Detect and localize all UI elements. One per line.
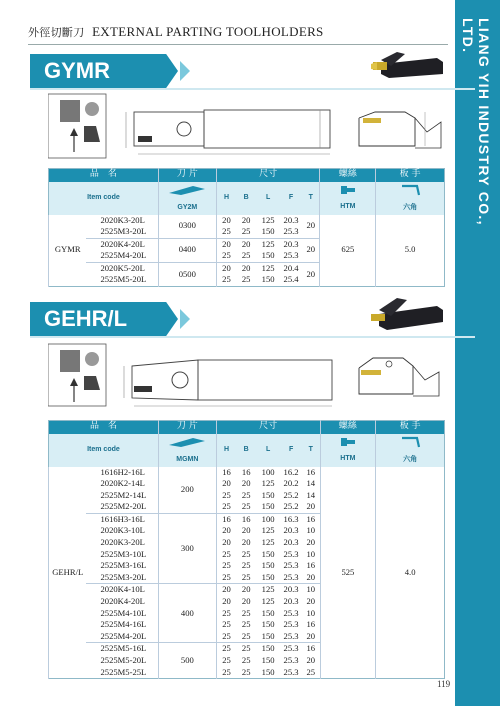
dim-b: 20	[236, 478, 256, 490]
insert-size: 400	[158, 584, 216, 643]
dim-b: 20	[236, 537, 256, 549]
dim-l: 125	[256, 537, 280, 549]
dim-l: 150	[256, 226, 280, 238]
dim-l: 150	[256, 501, 280, 513]
gehr-header-row-1	[49, 421, 445, 434]
page-header	[28, 24, 324, 40]
gehr-col-item-zh: 品 名	[49, 421, 159, 434]
dim-t: 10	[302, 584, 320, 596]
item-code: 2525M4-16L	[86, 619, 158, 631]
insert-size: 0300	[158, 215, 216, 239]
dim-h: 25	[216, 608, 236, 620]
dim-h: 20	[216, 525, 236, 537]
dim-b: 25	[236, 250, 256, 262]
dim-f: 25.3	[280, 250, 302, 262]
dim-h: 25	[216, 619, 236, 631]
item-code: 2525M5-20L	[86, 655, 158, 667]
item-code: 2525M3-20L	[86, 572, 158, 584]
gehr-header-row-2	[49, 434, 445, 467]
dim-t: 20	[302, 655, 320, 667]
dim-l: 125	[256, 478, 280, 490]
dim-t: 20	[302, 262, 320, 286]
dim-t: 14	[302, 490, 320, 502]
hex-wrench-icon	[399, 435, 421, 449]
dim-t: 20	[302, 215, 320, 239]
dim-l: 150	[256, 631, 280, 643]
dim-h: 25	[216, 490, 236, 502]
dim-t: 10	[302, 608, 320, 620]
dim-t: 20	[302, 501, 320, 513]
item-code: 2020K5-20L	[86, 262, 158, 274]
insert-size: 500	[158, 643, 216, 679]
item-code: 2020K2-14L	[86, 478, 158, 490]
dim-f: 20.4	[280, 262, 302, 274]
dim-b: 25	[236, 490, 256, 502]
dim-b: 25	[236, 631, 256, 643]
dim-t: 10	[302, 549, 320, 561]
item-code: 2525M2-20L	[86, 501, 158, 513]
gymr-screw: 625	[320, 215, 376, 287]
item-code: 2525M4-20L	[86, 631, 158, 643]
dim-l: 125	[256, 215, 280, 227]
dim-f: 20.3	[280, 238, 302, 250]
dim-b: 20	[236, 584, 256, 596]
dim-f: 25.3	[280, 643, 302, 655]
gymr-col-item-zh: 品 名	[49, 169, 159, 182]
dim-b: 25	[236, 619, 256, 631]
gymr-family: GYMR	[49, 215, 87, 287]
item-code: 2020K3-10L	[86, 525, 158, 537]
dim-l: 150	[256, 608, 280, 620]
dim-b: 25	[236, 667, 256, 679]
item-code: 2020K4-20L	[86, 596, 158, 608]
dim-b: 25	[236, 655, 256, 667]
gehr-col-b: B	[236, 434, 256, 467]
gymr-tech-drawing	[48, 92, 348, 164]
dim-f: 16.2	[280, 467, 302, 479]
dim-h: 25	[216, 549, 236, 561]
dim-f: 16.3	[280, 513, 302, 525]
dim-b: 20	[236, 596, 256, 608]
dim-b: 20	[236, 238, 256, 250]
dim-l: 150	[256, 643, 280, 655]
dim-f: 25.2	[280, 490, 302, 502]
gymr-spec-table	[48, 168, 445, 287]
dim-f: 20.3	[280, 525, 302, 537]
dim-h: 25	[216, 250, 236, 262]
gymr-col-size-zh: 尺寸	[216, 169, 320, 182]
dim-h: 25	[216, 631, 236, 643]
insert-size: 0500	[158, 262, 216, 286]
dim-h: 25	[216, 655, 236, 667]
header-zh: 外徑切斷刀	[28, 26, 85, 39]
dim-t: 16	[302, 619, 320, 631]
gymr-col-screw	[320, 182, 376, 215]
item-code: 2525M4-20L	[86, 250, 158, 262]
dim-b: 25	[236, 643, 256, 655]
dim-t: 20	[302, 596, 320, 608]
insert-size: 0400	[158, 238, 216, 262]
gymr-screw-en: HTM	[340, 202, 356, 210]
dim-b: 25	[236, 560, 256, 572]
gehr-insert-code: MGMN	[176, 455, 199, 463]
dim-t: 20	[302, 572, 320, 584]
gymr-product-photo	[367, 44, 447, 92]
gymr-col-b: B	[236, 182, 256, 215]
dim-l: 125	[256, 525, 280, 537]
dim-t: 20	[302, 238, 320, 262]
gymr-col-t: T	[302, 182, 320, 215]
dim-l: 125	[256, 238, 280, 250]
gehr-screw: 525	[320, 467, 376, 679]
dim-f: 25.3	[280, 226, 302, 238]
gehr-col-f: F	[280, 434, 302, 467]
dim-l: 150	[256, 572, 280, 584]
item-code: 2525M5-20L	[86, 274, 158, 286]
dim-f: 25.3	[280, 560, 302, 572]
item-code: 2020K4-10L	[86, 584, 158, 596]
dim-l: 150	[256, 667, 280, 679]
dim-l: 150	[256, 655, 280, 667]
dim-f: 20.2	[280, 478, 302, 490]
dim-t: 14	[302, 478, 320, 490]
dim-t: 16	[302, 560, 320, 572]
gymr-wrench-en: 六角	[403, 203, 418, 211]
gymr-col-l: L	[256, 182, 280, 215]
dim-l: 150	[256, 274, 280, 286]
gehr-wrench: 4.0	[376, 467, 445, 679]
dim-h: 25	[216, 572, 236, 584]
dim-b: 25	[236, 226, 256, 238]
page-number: 119	[437, 679, 451, 689]
item-code: 2020K4-20L	[86, 238, 158, 250]
item-code: 2020K3-20L	[86, 537, 158, 549]
dim-f: 25.3	[280, 549, 302, 561]
dim-f: 25.3	[280, 667, 302, 679]
dim-b: 25	[236, 549, 256, 561]
gymr-col-f: F	[280, 182, 302, 215]
dim-t: 16	[302, 513, 320, 525]
dim-l: 125	[256, 262, 280, 274]
gymr-col-insert-zh: 刀 片	[158, 169, 216, 182]
dim-f: 25.3	[280, 631, 302, 643]
gymr-col-wrench	[376, 182, 445, 215]
dim-t: 16	[302, 643, 320, 655]
item-code: 2525M5-16L	[86, 643, 158, 655]
gymr-col-h: H	[216, 182, 236, 215]
dim-h: 25	[216, 560, 236, 572]
dim-l: 150	[256, 549, 280, 561]
gymr-col-screw-zh: 螺絲	[320, 169, 376, 182]
dim-h: 20	[216, 238, 236, 250]
gymr-banner	[30, 54, 190, 88]
item-code: 1616H3-16L	[86, 513, 158, 525]
gehr-col-insert	[158, 434, 216, 467]
dim-h: 20	[216, 596, 236, 608]
dim-l: 125	[256, 596, 280, 608]
insert-icon	[167, 183, 207, 197]
gehr-tech-drawing	[48, 342, 348, 412]
gehr-screw-en: HTM	[340, 454, 356, 462]
dim-f: 20.3	[280, 584, 302, 596]
dim-h: 25	[216, 226, 236, 238]
gehr-col-item-en: Item code	[49, 434, 159, 467]
dim-l: 125	[256, 584, 280, 596]
dim-h: 20	[216, 262, 236, 274]
dim-l: 150	[256, 490, 280, 502]
dim-h: 20	[216, 584, 236, 596]
table-row	[49, 467, 445, 479]
dim-b: 16	[236, 513, 256, 525]
dim-h: 20	[216, 215, 236, 227]
dim-f: 20.3	[280, 215, 302, 227]
dim-f: 25.3	[280, 608, 302, 620]
gymr-col-wrench-zh: 板 手	[376, 169, 445, 182]
gehr-family: GEHR/L	[49, 467, 87, 679]
item-code: 2525M3-10L	[86, 549, 158, 561]
dim-b: 20	[236, 215, 256, 227]
gehr-col-wrench-zh: 板 手	[376, 421, 445, 434]
gymr-header-row-2	[49, 182, 445, 215]
dim-h: 25	[216, 667, 236, 679]
gehr-col-h: H	[216, 434, 236, 467]
dim-t: 10	[302, 525, 320, 537]
insert-size: 200	[158, 467, 216, 514]
dim-f: 25.3	[280, 572, 302, 584]
dim-h: 20	[216, 478, 236, 490]
dim-b: 25	[236, 274, 256, 286]
insert-icon	[167, 435, 207, 449]
dim-f: 20.3	[280, 596, 302, 608]
table-row	[49, 215, 445, 227]
dim-l: 100	[256, 513, 280, 525]
dim-l: 150	[256, 560, 280, 572]
dim-h: 20	[216, 537, 236, 549]
gymr-insert-code: GY2M	[177, 203, 198, 211]
gehr-banner-label: GEHR/L	[44, 306, 128, 331]
gehr-wrench-en: 六角	[403, 455, 418, 463]
dim-t: 16	[302, 467, 320, 479]
dim-h: 25	[216, 643, 236, 655]
item-code: 2525M3-20L	[86, 226, 158, 238]
dim-l: 150	[256, 619, 280, 631]
dim-b: 20	[236, 525, 256, 537]
dim-f: 25.3	[280, 655, 302, 667]
dim-b: 16	[236, 467, 256, 479]
gehr-col-screw	[320, 434, 376, 467]
item-code: 2525M5-25L	[86, 667, 158, 679]
dim-t: 20	[302, 537, 320, 549]
dim-h: 16	[216, 467, 236, 479]
gehr-col-l: L	[256, 434, 280, 467]
dim-f: 25.4	[280, 274, 302, 286]
gymr-header-row-1	[49, 169, 445, 182]
dim-b: 20	[236, 262, 256, 274]
item-code: 2525M2-14L	[86, 490, 158, 502]
hex-wrench-icon	[399, 183, 421, 197]
company-name: LIANG YIH INDUSTRY CO., LTD.	[460, 18, 492, 226]
dim-b: 25	[236, 572, 256, 584]
dim-f: 25.3	[280, 619, 302, 631]
dim-f: 25.2	[280, 501, 302, 513]
dim-l: 100	[256, 467, 280, 479]
dim-l: 150	[256, 250, 280, 262]
gehr-product-photo	[367, 292, 447, 340]
dim-h: 25	[216, 501, 236, 513]
gehr-banner	[30, 302, 190, 336]
gehr-spec-table	[48, 420, 445, 679]
gehr-col-size-zh: 尺寸	[216, 421, 320, 434]
gehr-col-t: T	[302, 434, 320, 467]
item-code: 1616H2-16L	[86, 467, 158, 479]
item-code: 2020K3-20L	[86, 215, 158, 227]
gymr-col-item-en: Item code	[49, 182, 159, 215]
header-en: EXTERNAL PARTING TOOLHOLDERS	[92, 24, 324, 39]
item-code: 2525M3-16L	[86, 560, 158, 572]
gehr-side-view	[355, 350, 447, 402]
gymr-banner-label: GYMR	[44, 58, 110, 83]
gymr-col-insert	[158, 182, 216, 215]
dim-h: 25	[216, 274, 236, 286]
dim-t: 20	[302, 631, 320, 643]
gymr-side-view	[355, 102, 447, 154]
gehr-col-insert-zh: 刀 片	[158, 421, 216, 434]
gymr-wrench: 5.0	[376, 215, 445, 287]
dim-t: 25	[302, 667, 320, 679]
screw-icon	[339, 436, 357, 448]
dim-b: 25	[236, 501, 256, 513]
item-code: 2525M4-10L	[86, 608, 158, 620]
dim-b: 25	[236, 608, 256, 620]
insert-size: 300	[158, 513, 216, 584]
dim-h: 16	[216, 513, 236, 525]
gehr-col-screw-zh: 螺絲	[320, 421, 376, 434]
gehr-col-wrench	[376, 434, 445, 467]
dim-f: 20.3	[280, 537, 302, 549]
screw-icon	[339, 184, 357, 196]
